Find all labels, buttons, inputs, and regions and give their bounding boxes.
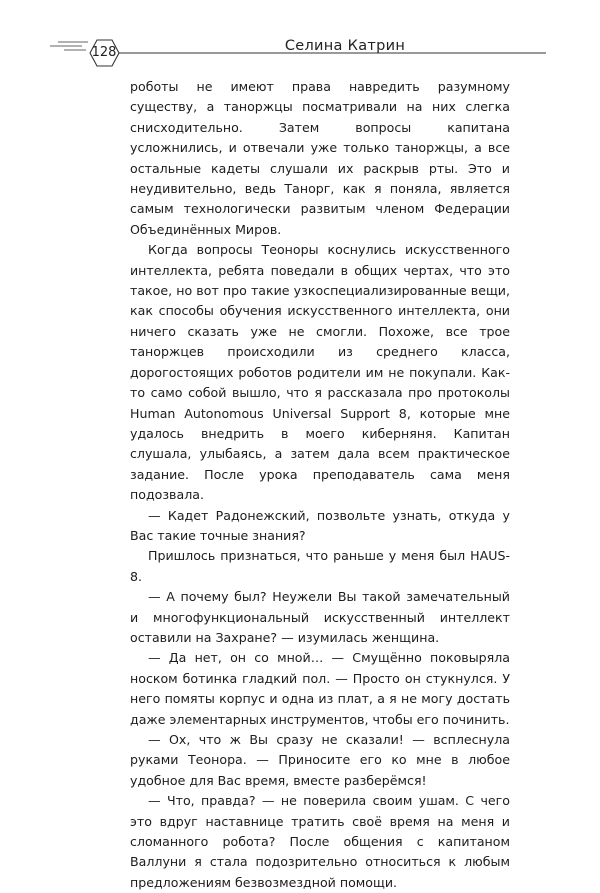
page-header bbox=[0, 0, 600, 80]
paragraph: — Что, правда? — не поверила своим ушам. С чего это вдруг наставнице тратить своё время на меня и сломанного робота? После общения с капитаном Валлуни я стала подозрительно относиться к любым предложениям безвозмездной помощи. bbox=[130, 793, 510, 890]
paragraph: — Ох, что ж Вы сразу не сказали! — всплеснула руками Теонора. — Приносите его ко мне в любое удобное для Вас время, вместе разберёмся! bbox=[130, 732, 510, 788]
paragraph: Когда вопросы Теоноры коснулись искусственного интеллекта, ребята поведали в общих чертах, что это такое, но вот про такие узкоспециализированные вещи, как способы обучения искусственного интеллекта, они ничего сказать уже не смогли. Похоже, все трое таноржцев происходили из среднего класса, дорогостоящих роботов родители им не покупали. Как-то само собой вышло, что я рассказала про протоколы Human Autonomous Universal Support 8, которые мне удалось внедрить в моего киберняня. Капитан слушала, улыбаясь, а затем дала всем практическое задание. После урока преподаватель сама меня подозвала. bbox=[130, 242, 510, 503]
paragraph: — Кадет Радонежский, позвольте узнать, откуда у Вас такие точные знания? bbox=[130, 507, 510, 543]
running-header-author: Селина Катрин bbox=[284, 38, 406, 54]
page-number: 128 bbox=[91, 45, 117, 60]
paragraph: — А почему был? Неужели Вы такой замечательный и многофункциональный искусственный интеллект оставили на Захране? — изумилась женщина. bbox=[130, 589, 510, 645]
paragraph: роботы не имеют права навредить разумному существу, а таноржцы посматривали на них слегка снисходительно. Затем вопросы капитана усложнились, и отвечали уже только таноржцы, а все остальные кадеты слушали их раскрыв рты. Это и неудивительно, ведь Танорг, как я поняла, является самым технологически развитым членом Федерации Объединённых Миров. bbox=[130, 79, 510, 237]
paragraph: — Да нет, он со мной… — Смущённо поковыряла носком ботинка гладкий пол. — Просто он стукнулся. У него помяты корпус и одна из плат, а я не могу достать даже элементарных инструментов, чтобы его починить. bbox=[130, 650, 510, 727]
body-text bbox=[130, 77, 510, 893]
paragraph: Пришлось признаться, что раньше у меня был HAUS-8. bbox=[130, 548, 510, 584]
